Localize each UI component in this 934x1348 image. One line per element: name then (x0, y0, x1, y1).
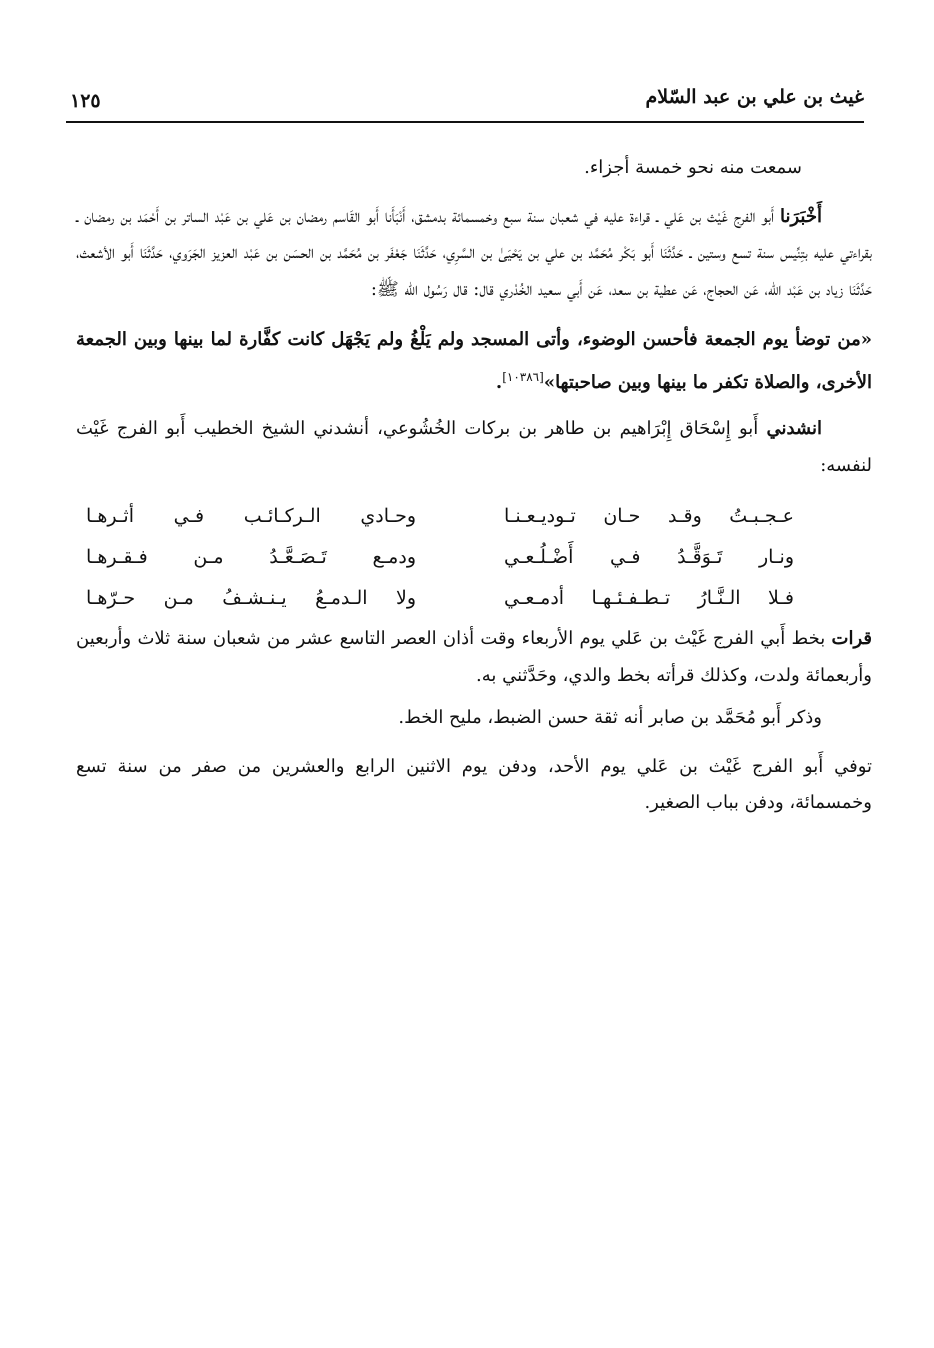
paragraph-reliability-note: وذكر أَبو مُحَمَّد بن صابر أنه ثقة حسن الضبط، مليح الخط. (398, 707, 822, 728)
poem-hemistich-second: ودمـع تَـصَـعَّـدُ مـن فـقـرهـا (86, 546, 416, 568)
page-number: ١٢٥ (70, 90, 101, 112)
isnad-text: أَبو الفرج غَيْث بن عَلي ـ قراءة عليه في شعبان سنة سبع وخمسمائة بدمشق، أَنْبَأَنا أَبو القَاسم رمضان بن عَلي بن عَبْد الساتر بن أَحْمَد بن رمضان ـ بقراءتي عليه بتِنِّيس سنة تسع وستين ـ حَدَّثَنَا أَبو بَكْر مُحَمَّد بن علي بن يَحْيَىٰ بن السَّرِي، حَدَّثَنَا جَعْفَر بن مُحَمَّد بن الحسَن بن عَبْد العزيز الجَرَوي، حَدَّثَنَا أَبو الأشعث، حَدَّثَنَا زياد بن عَبْد الله، عَن الحجاج، عَن عطية بن سعد، عَن أَبي سعيد الخُدْري قال: قال رَسُول الله ﷺ: (76, 205, 873, 300)
paragraph-recitation (76, 411, 872, 484)
recitation-text: أَبو إِسْحَاق إِبْرَاهيم بن طاهر بن بركات الخُشُوعي، أنشدني الشيخ الخطيب أَبو الفرج غَيْث لنفسه: (76, 418, 872, 476)
poem-verse (76, 498, 872, 539)
paragraph-death-note: توفي أَبو الفرج غَيْث بن عَلي يوم الأحد، ودفن يوم الاثنين الرابع والعشرين من صفر من سنة تسع وخمسمائة، ودفن بباب الصغير. (76, 755, 872, 813)
poem (76, 498, 872, 621)
poem-verse (76, 580, 872, 621)
paragraph-isnad (76, 199, 872, 309)
poem-hemistich-second: ولا الـدمـعُ يـنـشـفُ مـن حـرّهـا (86, 587, 416, 609)
handwriting-text: بخط أَبي الفرج غَيْث بن عَلي يوم الأربعاء وقت أذان العصر التاسع عشر من شعبان سنة ثلاث وأربعين وأربعمائة ولدت، وكذلك قرأته بخط والدي، وحَدَّثني به. (76, 628, 872, 686)
hadith-reference-number: [١٠٣٨٦] (502, 369, 544, 384)
running-header-title: غيث بن علي بن عبد السّلام (645, 86, 864, 108)
isnad-lead-word: أَخْبَرَنا (780, 205, 822, 227)
paragraph-listening-note: سمعت منه نحو خمسة أجزاء. (584, 157, 802, 178)
main-text (76, 150, 872, 822)
poem-verse (76, 539, 872, 580)
paragraph-handwriting-note (76, 621, 872, 694)
hadith-period: . (495, 371, 503, 393)
poem-hemistich-first: فـلا الـنَّـارُ تـطـفـئـهـا أدمـعـي (504, 587, 794, 609)
poem-hemistich-first: عـجـبـتُ وقـد حـان تـوديـعـنـا (504, 505, 794, 527)
poem-hemistich-second: وحـادي الـركـائـب فـي أثـرهـا (86, 505, 416, 527)
hadith-text: «من توضأ يوم الجمعة فأحسن الوضوء، وأتى المسجد ولم يَلْغُ ولم يَجْهَل كانت كفَّارة لما بينها وبين الجمعة الأخرى، والصلاة تكفر ما بينها وبين صاحبتها» (76, 329, 872, 393)
handwriting-lead-word: قرات (831, 628, 872, 649)
poem-hemistich-first: ونـار تَـوَقَّـدُ فـي أَضْـلُـعـي (504, 546, 794, 568)
header-divider (66, 121, 864, 123)
paragraph-hadith (76, 322, 872, 401)
recitation-lead-word: انشدني (766, 418, 822, 439)
